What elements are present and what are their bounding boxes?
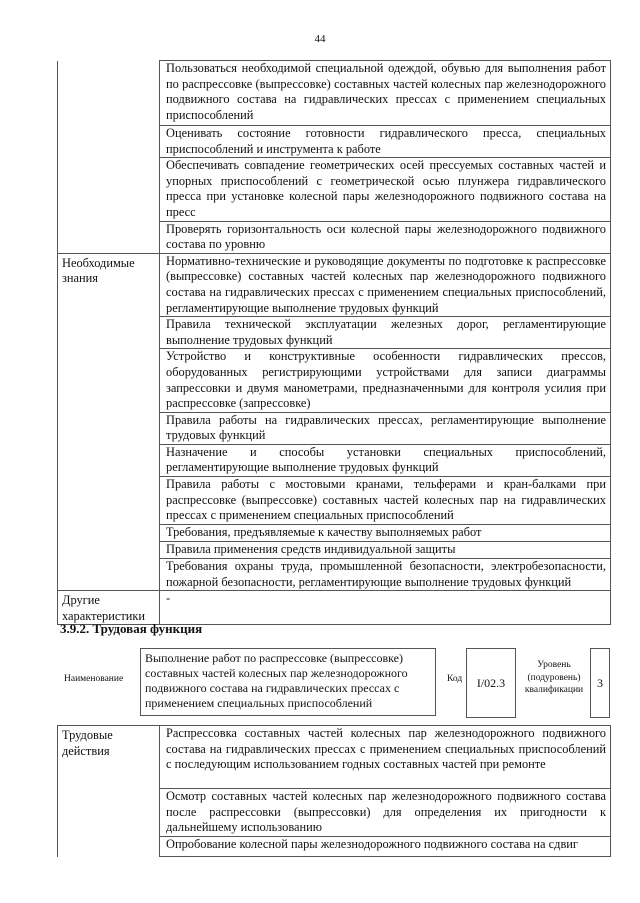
- actions-label: Трудовые действия: [58, 726, 160, 789]
- section-heading: 3.9.2. Трудовая функция: [60, 621, 203, 636]
- skill-row: Проверять горизонтальность оси колесной пары железнодорожного подвижного состава по уровню: [160, 221, 611, 253]
- knowledge-row: Требования охраны труда, промышленной безопасности, электробезопасности, пожарной безопасности, регламентирующие выполнение трудовых функций: [160, 559, 611, 591]
- skill-row: Оценивать состояние готовности гидравлического пресса, специальных приспособлений и инструмента к работе: [160, 126, 611, 158]
- level-label: Уровень (подуровень) квалификации: [524, 660, 584, 695]
- skills-label-cell: [58, 61, 160, 126]
- code-label: Код: [447, 674, 463, 684]
- actions-table: [57, 725, 611, 857]
- page-number: 44: [314, 33, 326, 45]
- action-row: Опробование колесной пары железнодорожного подвижного состава на сдвиг: [160, 837, 611, 857]
- skill-row: Обеспечивать совпадение геометрических осей прессуемых составных частей и упорных приспособлений с геометрической осью плунжера гидравлического пресса при установке колесной пары железнодорожного подвижного состава на пресс: [160, 158, 611, 221]
- knowledge-row: Нормативно-технические и руководящие документы по подготовке к распрессовке (выпрессовке) составных частей колесных пар железнодорожного подвижного состава на гидравлических прессах с применением специальных приспособлений, регламентирующие выполнение трудовых функций: [160, 253, 611, 316]
- competency-table: [57, 60, 611, 625]
- action-row: Распрессовка составных частей колесных пар железнодорожного подвижного состава на гидравлических прессах с применением специальных приспособлений с последующим использованием годных составных частей при ремонте: [160, 726, 611, 789]
- knowledge-row: Правила технической эксплуатации железных дорог, регламентирующие выполнение трудовых функций: [160, 317, 611, 349]
- skill-row: Пользоваться необходимой специальной одеждой, обувью для выполнения работ по распрессовке (выпрессовке) составных частей колесных пар железнодорожного подвижного состава на гидравлических прессах с применением специальных приспособлений: [160, 61, 611, 126]
- qualification-level: 3: [590, 648, 610, 718]
- knowledge-row: Правила работы на гидравлических прессах, регламентирующие выполнение трудовых функций: [160, 412, 611, 444]
- name-label: Наименование: [64, 674, 124, 684]
- other-label: Другие характеристики: [58, 591, 160, 625]
- function-code: I/02.3: [466, 648, 516, 718]
- action-row: Осмотр составных частей колесных пар железнодорожного подвижного состава после распрессовки (выпрессовки) для определения их пригодности к дальнейшему использованию: [160, 789, 611, 837]
- other-value: -: [160, 591, 611, 625]
- knowledge-row: Правила применения средств индивидуальной защиты: [160, 542, 611, 559]
- knowledge-label: Необходимые знания: [58, 253, 160, 316]
- knowledge-row: Требования, предъявляемые к качеству выполняемых работ: [160, 525, 611, 542]
- function-name: Выполнение работ по распрессовке (выпрессовке) составных частей колесных пар железнодорожного подвижного состава на гидравлических прессах с применением специальных приспособлений: [140, 648, 436, 716]
- knowledge-row: Устройство и конструктивные особенности гидравлических прессов, оборудованных регистрирующими устройствами для записи диаграммы запрессовки и двумя манометрами, предназначенными для контроля усилия при распрессовке (запрессовке): [160, 349, 611, 412]
- knowledge-row: Правила работы с мостовыми кранами, тельферами и кран-балками при распрессовке (выпрессовке) составных частей колесных пар на гидравлических прессах с применением специальных приспособлений: [160, 477, 611, 525]
- knowledge-row: Назначение и способы установки специальных приспособлений, регламентирующие выполнение трудовых функций: [160, 444, 611, 476]
